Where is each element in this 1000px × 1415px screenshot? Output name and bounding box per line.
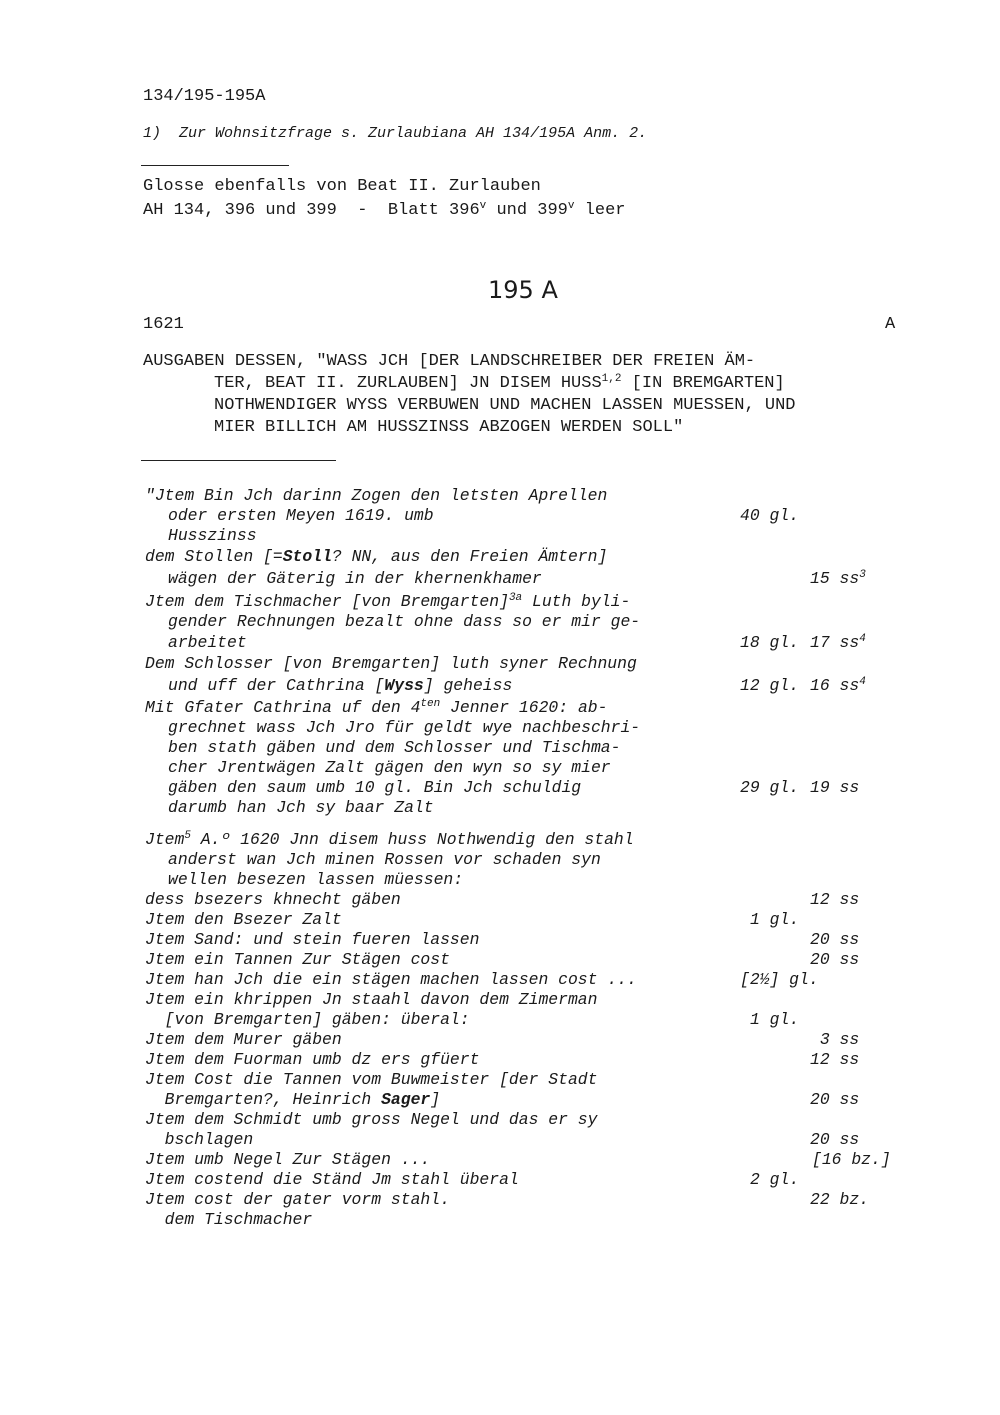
item-amount-ss: 12 ss bbox=[810, 890, 860, 909]
entry-1-line-2: oder ersten Meyen 1619. umb bbox=[168, 506, 434, 525]
item-text: Jtem han Jch die ein stägen machen lassen cost ... bbox=[145, 970, 637, 989]
item-row bbox=[145, 1010, 470, 1029]
footnote-text: 1) Zur Wohnsitzfrage s. Zurlaubiana AH 134/195A Anm. 2. bbox=[143, 125, 648, 142]
item-amount-gl: 1 gl. bbox=[750, 1010, 800, 1029]
title-divider bbox=[141, 460, 336, 461]
item-row bbox=[145, 990, 597, 1009]
title-line-4: MIER BILLICH AM HUSSZINSS ABZOGEN WERDEN SOLL" bbox=[214, 418, 684, 437]
item-row bbox=[145, 1150, 430, 1169]
item-amount-ss: 20 ss bbox=[810, 1130, 860, 1149]
entry-1-line-3: Husszinss bbox=[168, 526, 257, 545]
entry-1-line-1: "Jtem Bin Jch darinn Zogen den letsten Aprellen bbox=[145, 486, 608, 505]
item-text: Jtem ein Tannen Zur Stägen cost bbox=[145, 950, 450, 969]
entry-4-amount-gl: 12 gl. bbox=[740, 676, 800, 695]
entry-5-line-6: darumb han Jch sy baar Zalt bbox=[168, 798, 434, 817]
entry-4-line-2: und uff der Cathrina [Wyss] geheiss bbox=[168, 676, 513, 695]
item-name-bold: Sager bbox=[381, 1090, 431, 1109]
item-text: Jtem dem Murer gäben bbox=[145, 1030, 342, 1049]
entry-3-amount-ss: 17 $ss^4$ bbox=[810, 633, 866, 652]
item-text: Jtem den Bsezer Zalt bbox=[145, 910, 342, 929]
footnote-divider bbox=[141, 165, 289, 166]
entry-2-amount: 15 $ss^3$ bbox=[810, 569, 866, 588]
item-amount-ss: 3 ss bbox=[810, 1030, 860, 1049]
entry-1-amount: 40 gl. bbox=[740, 506, 800, 525]
title-line-2: TER, BEAT II. ZURLAUBEN] JN DISEM HUSS$^{1,2}$ [IN BREMGARTEN] bbox=[214, 373, 785, 393]
item-amount-ss: 12 ss bbox=[810, 1050, 860, 1069]
item-amount-gl: 2 gl. bbox=[750, 1170, 800, 1189]
entry-5-line-2: grechnet wass Jch Jro für geldt wye nachbeschri- bbox=[168, 718, 641, 737]
title-line-1: AUSGABEN DESSEN, "WASS JCH [DER LANDSCHREIBER DER FREIEN ÄM- bbox=[143, 352, 756, 371]
entry-4-line-1: Dem Schlosser [von Bremgarten] luth syner Rechnung bbox=[145, 654, 637, 673]
document-side-letter: A bbox=[885, 315, 896, 334]
item-row bbox=[145, 1090, 440, 1109]
document-year: 1621 bbox=[143, 315, 184, 334]
item-text: [von Bremgarten] gäben: überal: bbox=[145, 1010, 470, 1029]
entry-2-line-2: wägen der Gäterig in der khernenkhamer bbox=[168, 569, 542, 588]
item-amount-ss: 20 ss bbox=[810, 930, 860, 949]
item-amount-gl: [2½] gl. bbox=[740, 970, 819, 989]
item-text: Jtem ein khrippen Jn staahl davon dem Zimerman bbox=[145, 990, 598, 1009]
entry-2-line-1: dem Stollen [=Stoll? NN, aus den Freien Ämtern] bbox=[145, 547, 608, 566]
item-amount-ss: 20 ss bbox=[810, 950, 860, 969]
item-row bbox=[145, 910, 342, 929]
item-amount-ss: 22 bz. bbox=[810, 1190, 870, 1209]
entry-5-line-5: gäben den saum umb 10 gl. Bin Jch schuldig bbox=[168, 778, 582, 797]
entry-5-line-3: ben stath gäben und dem Schlosser und Tischma- bbox=[168, 738, 621, 757]
entry-3-line-1: Jtem dem Tischmacher [von Bremgarten]$^{3a}$ Luth byli- bbox=[145, 592, 631, 611]
item-text: Jtem Sand: und stein fueren lassen bbox=[145, 930, 480, 949]
entry-5-line-4: cher Jrentwägen Zalt gägen den wyn so sy mier bbox=[168, 758, 611, 777]
item-row bbox=[145, 1070, 597, 1089]
item-row bbox=[145, 1030, 342, 1049]
item-row bbox=[145, 950, 450, 969]
item-amount-gl: 1 gl. bbox=[750, 910, 800, 929]
item-text: Bremgarten?, Heinrich bbox=[145, 1090, 382, 1109]
item-row bbox=[145, 1170, 519, 1189]
document-reference: 134/195-195A bbox=[143, 87, 266, 106]
item-row bbox=[145, 1050, 479, 1069]
entry-4-amount-ss: 16 $ss^4$ bbox=[810, 676, 866, 695]
item-row bbox=[145, 970, 637, 989]
title-line-3: NOTHWENDIGER WYSS VERBUWEN UND MACHEN LASSEN MUESSEN, UND bbox=[214, 396, 796, 415]
item-text: Jtem dem Schmidt umb gross Negel und das er sy bbox=[145, 1110, 598, 1129]
item-row bbox=[145, 1190, 450, 1209]
entry-6-line-3: wellen besezen lassen müessen: bbox=[168, 870, 464, 889]
gloss-line-1: Glosse ebenfalls von Beat II. Zurlauben bbox=[143, 177, 541, 196]
entry-5-amount-gl: 29 gl. bbox=[740, 778, 800, 797]
item-row bbox=[145, 1130, 253, 1149]
item-amount-ss: 20 ss bbox=[810, 1090, 860, 1109]
item-text: Jtem Cost die Tannen vom Buwmeister [der Stadt bbox=[145, 1070, 598, 1089]
gloss-line-2: AH 134, 396 und 399 - Blatt 396$^v$ und 399$^v$ leer bbox=[143, 200, 626, 220]
entry-6-line-1: Jtem$^5$ A.º 1620 Jnn disem huss Nothwendig den stahl bbox=[145, 830, 634, 849]
entry-3-line-3: arbeitet bbox=[168, 633, 247, 652]
entry-3-amount-gl: 18 gl. bbox=[740, 633, 800, 652]
document-number: 195 A bbox=[488, 276, 558, 304]
item-text: bschlagen bbox=[145, 1130, 254, 1149]
item-text-suffix: ] bbox=[430, 1090, 441, 1109]
item-text: Jtem costend die Ständ Jm stahl überal bbox=[145, 1170, 519, 1189]
item-text: dem Tischmacher bbox=[145, 1210, 313, 1229]
item-row bbox=[145, 1110, 597, 1129]
item-text: Jtem dem Fuorman umb dz ers gfüert bbox=[145, 1050, 480, 1069]
entry-3-line-2: gender Rechnungen bezalt ohne dass so er mir ge- bbox=[168, 612, 641, 631]
entry-6-line-2: anderst wan Jch minen Rossen vor schaden syn bbox=[168, 850, 601, 869]
item-text: Jtem cost der gater vorm stahl. bbox=[145, 1190, 450, 1209]
item-row bbox=[145, 890, 401, 909]
item-row bbox=[145, 1210, 312, 1229]
item-text: Jtem umb Negel Zur Stägen ... bbox=[145, 1150, 431, 1169]
item-row bbox=[145, 930, 479, 949]
item-text: dess bsezers khnecht gäben bbox=[145, 890, 401, 909]
entry-5-amount-ss: 19 ss bbox=[810, 778, 860, 797]
item-amount-ss: [16 bz.] bbox=[812, 1150, 891, 1169]
entry-5-line-1: Mit Gfater Cathrina uf den $4^{ten}$ Jenner 1620: ab- bbox=[145, 698, 608, 717]
